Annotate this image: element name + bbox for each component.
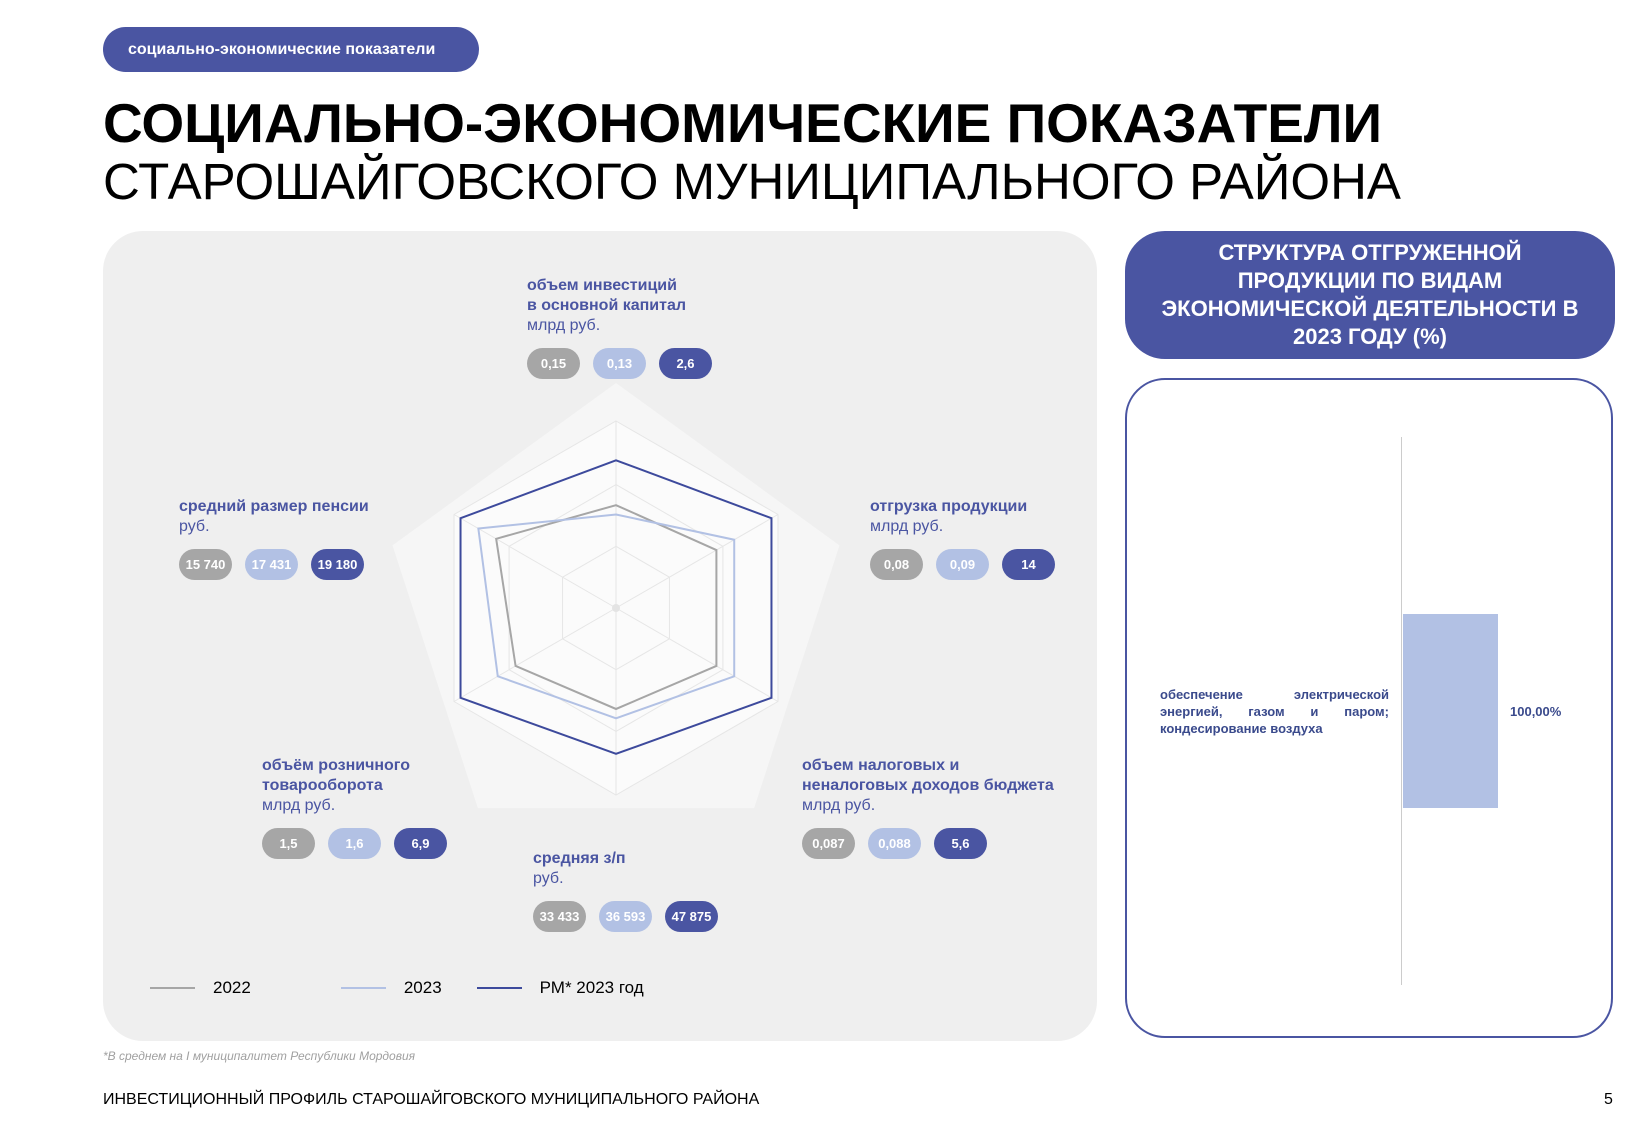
value-2023: 17 431 [245,549,298,580]
footer-title: ИНВЕСТИЦИОННЫЙ ПРОФИЛЬ СТАРОШАЙГОВСКОГО МУНИЦИПАЛЬНОГО РАЙОНА [103,1091,760,1108]
value-rm: 2,6 [659,348,712,379]
bar-category-label: обеспечение электрической энергией, газом и паром; кондесирование воздуха [1160,687,1389,736]
metric-name: объем инвестиций в основной капитал [527,277,687,314]
value-2023: 0,09 [936,549,989,580]
legend-label: РМ* 2023 год [539,978,644,997]
metric-unit: млрд руб. [527,317,601,334]
legend-label: 2023 [403,978,442,997]
legend-swatch [341,987,386,989]
metric-name: объём розничного товарооборота [262,757,411,794]
value-2022: 15 740 [179,549,232,580]
value-rm: 6,9 [394,828,447,859]
page-number: 5 [1604,1091,1613,1108]
metric-unit: млрд руб. [870,518,944,535]
value-2022: 0,15 [527,348,580,379]
radar-center [612,604,620,612]
legend-item-2022 [150,978,251,998]
value-2023: 0,088 [868,828,921,859]
page-subtitle: СТАРОШАЙГОВСКОГО МУНИЦИПАЛЬНОГО РАЙОНА [103,153,1401,210]
value-rm: 19 180 [311,549,364,580]
structure-title [1125,231,1615,359]
legend-swatch [477,987,522,989]
metric-unit: млрд руб. [802,797,876,814]
chart-legend [150,978,679,998]
metric-name: средняя з/п [533,850,626,867]
value-rm: 47 875 [665,901,718,932]
value-2022: 0,087 [802,828,855,859]
value-2022: 33 433 [533,901,586,932]
metric-average-pension [179,497,369,580]
metric-name: средний размер пенсии [179,498,369,515]
value-2023: 36 593 [599,901,652,932]
metric-investments [527,276,712,379]
bar-value-label: 100,00% [1510,704,1562,719]
metric-unit: руб. [179,518,210,535]
legend-label: 2022 [213,978,251,997]
metric-unit: млрд руб. [262,797,336,814]
footnote: *В среднем на I муниципалитет Республики Мордовия [103,1049,416,1063]
legend-item-2023 [341,978,442,998]
bar-axis-line [1401,437,1402,985]
metric-budget-revenue [802,756,1054,859]
metric-name: объем налоговых и неналоговых доходов бюджета [802,757,1054,794]
metric-name: отгрузка продукции [870,498,1028,515]
section-tag: социально-экономические показатели [103,27,479,72]
bar-energy [1403,614,1498,808]
legend-item-rm [477,978,644,998]
structure-title-text: СТРУКТУРА ОТГРУЖЕННОЙ ПРОДУКЦИИ ПО ВИДАМ ЭКОНОМИЧЕСКОЙ ДЕЯТЕЛЬНОСТИ В 2023 ГОДУ (%) [1161,240,1579,349]
value-2023: 1,6 [328,828,381,859]
value-2023: 0,13 [593,348,646,379]
value-2022: 0,08 [870,549,923,580]
metric-average-salary [533,849,718,932]
metric-shipment [870,497,1055,580]
metric-unit: руб. [533,870,564,887]
metric-retail-turnover [262,756,447,859]
value-rm: 5,6 [934,828,987,859]
legend-swatch [150,987,195,989]
value-2022: 1,5 [262,828,315,859]
page-title: СОЦИАЛЬНО-ЭКОНОМИЧЕСКИЕ ПОКАЗАТЕЛИ [103,92,1383,154]
value-rm: 14 [1002,549,1055,580]
